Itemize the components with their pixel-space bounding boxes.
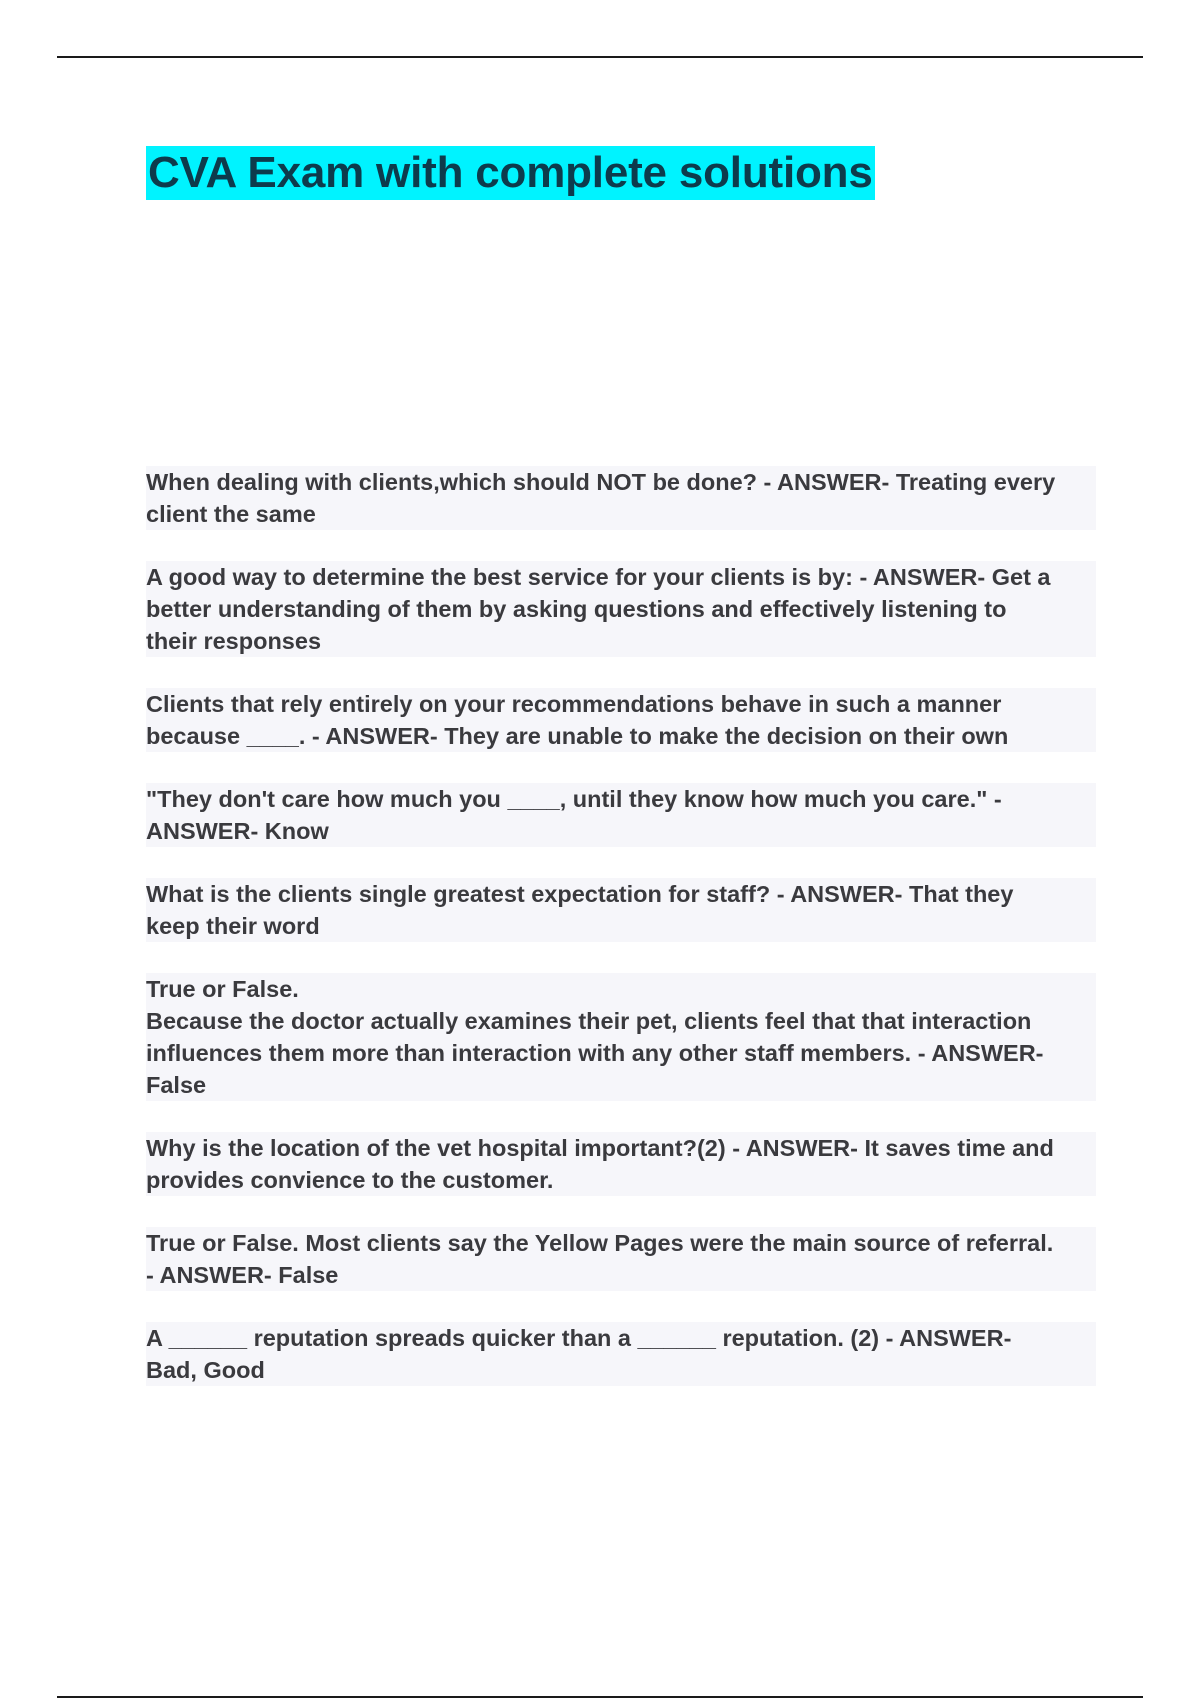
title-block (146, 146, 875, 200)
qa-list (146, 466, 1096, 1417)
qa-text: Clients that rely entirely on your recommendations behave in such a manner because ____. - ANSWER- They are unable to make the decision on their own (146, 688, 1096, 752)
qa-text: True or False. Because the doctor actually examines their pet, clients feel that that interaction influences them more than interaction with any other staff members. - ANSWER- False (146, 973, 1096, 1101)
qa-item (146, 878, 1096, 942)
qa-item (146, 688, 1096, 752)
qa-item (146, 561, 1096, 657)
document-title: CVA Exam with complete solutions (146, 146, 875, 200)
qa-text: True or False. Most clients say the Yellow Pages were the main source of referral. - ANSWER- False (146, 1227, 1096, 1291)
qa-item (146, 1132, 1096, 1196)
qa-text: A good way to determine the best service for your clients is by: - ANSWER- Get a better understanding of them by asking questions and effectively listening to their responses (146, 561, 1096, 657)
qa-text: When dealing with clients,which should NOT be done? - ANSWER- Treating every client the same (146, 466, 1096, 530)
qa-text: What is the clients single greatest expectation for staff? - ANSWER- That they keep their word (146, 878, 1096, 942)
qa-text: Why is the location of the vet hospital important?(2) - ANSWER- It saves time and provides convience to the customer. (146, 1132, 1096, 1196)
qa-text: "They don't care how much you ____, until they know how much you care." - ANSWER- Know (146, 783, 1096, 847)
footer-rule (57, 1696, 1143, 1698)
qa-item (146, 466, 1096, 530)
qa-item (146, 783, 1096, 847)
header-rule (57, 56, 1143, 58)
qa-item (146, 1322, 1096, 1386)
qa-item (146, 973, 1096, 1101)
qa-text: A ______ reputation spreads quicker than a ______ reputation. (2) - ANSWER- Bad, Good (146, 1322, 1096, 1386)
qa-item (146, 1227, 1096, 1291)
